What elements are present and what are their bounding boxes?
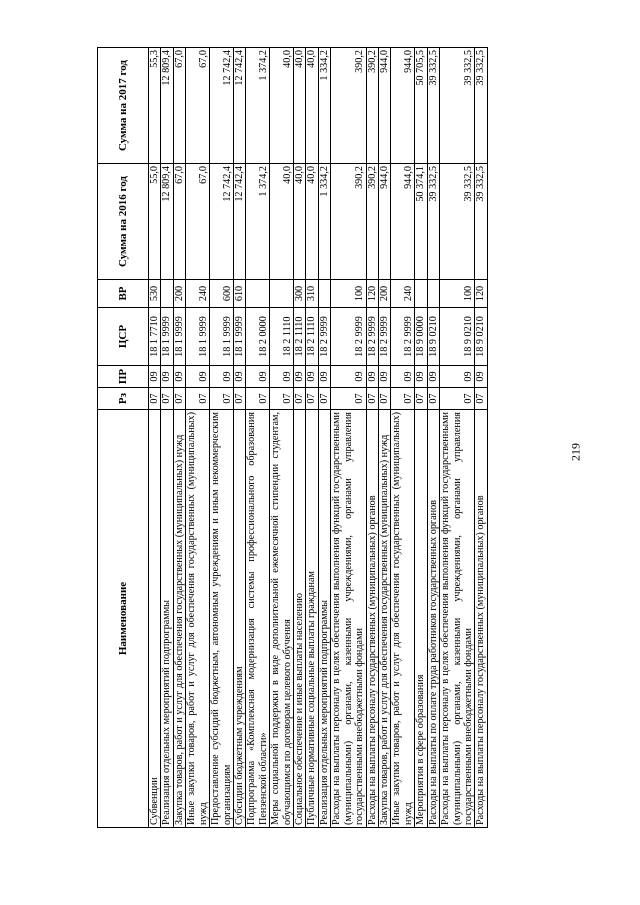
cell-name: Иные закупки товаров, работ и услуг для обеспечения государственных (муниципальных) нужд — [391, 410, 415, 828]
cell-csr: 18 2 1110 — [306, 308, 318, 366]
cell-name: Мероприятия в сфере образования — [415, 410, 427, 828]
table-row — [246, 48, 270, 828]
cell-sum-2017: 944,0 — [379, 48, 391, 164]
budget-table — [97, 47, 488, 828]
cell-csr: 18 9 0210 — [440, 308, 475, 366]
cell-csr: 18 2 1110 — [294, 308, 306, 366]
cell-rz: 07 — [186, 388, 210, 410]
cell-pr: 09 — [391, 366, 415, 388]
cell-sum-2017: 12 742,4 — [233, 48, 245, 164]
cell-name: Субсидии бюджетным учреждениям — [233, 410, 245, 828]
cell-vr: 100 — [440, 280, 475, 308]
cell-sum-2017: 39 332,5 — [475, 48, 487, 164]
cell-vr: 120 — [475, 280, 487, 308]
cell-name: Расходы на выплаты по оплате труда работников государственных органов — [427, 410, 439, 828]
cell-rz: 07 — [415, 388, 427, 410]
cell-sum-2016: 1 374,2 — [246, 164, 270, 280]
cell-vr — [427, 280, 439, 308]
cell-sum-2017: 1 374,2 — [246, 48, 270, 164]
table-row — [427, 48, 439, 828]
cell-csr: 18 1 9999 — [161, 308, 173, 366]
cell-sum-2017: 1 334,2 — [318, 48, 330, 164]
cell-vr: 610 — [233, 280, 245, 308]
cell-sum-2017: 50 705,5 — [415, 48, 427, 164]
cell-pr: 09 — [475, 366, 487, 388]
cell-name: Расходы на выплаты персоналу в целях обеспечения выполнения функций государственными (муниципальными) органами, казенными учреждениями, органами управления государственными внебюджетными фондами — [440, 410, 475, 828]
cell-pr: 09 — [210, 366, 234, 388]
cell-name: Предоставление субсидий бюджетным, автономным учреждениям и иным некоммерческим организациям — [210, 410, 234, 828]
cell-rz: 07 — [379, 388, 391, 410]
cell-sum-2017: 40,0 — [294, 48, 306, 164]
cell-name: Иные закупки товаров, работ и услуг для обеспечения государственных (муниципальных) нужд — [186, 410, 210, 828]
cell-pr: 09 — [379, 366, 391, 388]
cell-csr: 18 1 7710 — [149, 308, 161, 366]
cell-sum-2017: 12 742,4 — [210, 48, 234, 164]
cell-sum-2016: 390,2 — [331, 164, 366, 280]
cell-sum-2017: 390,2 — [331, 48, 366, 164]
cell-name: Реализация отдельных мероприятий подпрограммы — [161, 410, 173, 828]
cell-sum-2016: 39 332,5 — [475, 164, 487, 280]
cell-rz: 07 — [440, 388, 475, 410]
cell-sum-2016: 55,0 — [149, 164, 161, 280]
cell-sum-2017: 67,0 — [186, 48, 210, 164]
cell-sum-2016: 40,0 — [294, 164, 306, 280]
table-row — [161, 48, 173, 828]
cell-csr: 18 2 9999 — [379, 308, 391, 366]
cell-sum-2017: 40,0 — [270, 48, 294, 164]
cell-name: Расходы на выплаты персоналу государственных (муниципальных) органов — [366, 410, 378, 828]
cell-name: Закупка товаров, работ и услуг для обеспечения государственных (муниципальных) нужд — [173, 410, 185, 828]
cell-rz: 07 — [270, 388, 294, 410]
cell-pr: 09 — [366, 366, 378, 388]
cell-sum-2017: 39 332,5 — [427, 48, 439, 164]
cell-rz: 07 — [233, 388, 245, 410]
cell-pr: 09 — [294, 366, 306, 388]
cell-csr: 18 9 0000 — [415, 308, 427, 366]
cell-csr: 18 1 9999 — [233, 308, 245, 366]
header-name: Наименование — [98, 410, 149, 828]
cell-sum-2016: 40,0 — [270, 164, 294, 280]
cell-vr: 200 — [379, 280, 391, 308]
cell-csr: 18 2 9999 — [366, 308, 378, 366]
cell-vr: 530 — [149, 280, 161, 308]
cell-pr: 09 — [270, 366, 294, 388]
table-row — [233, 48, 245, 828]
cell-sum-2017: 67,0 — [173, 48, 185, 164]
table-row — [440, 48, 475, 828]
cell-sum-2017: 55,3 — [149, 48, 161, 164]
cell-vr: 240 — [391, 280, 415, 308]
table-header — [98, 48, 149, 828]
cell-rz: 07 — [173, 388, 185, 410]
cell-sum-2016: 67,0 — [186, 164, 210, 280]
table-row — [415, 48, 427, 828]
cell-pr: 09 — [331, 366, 366, 388]
table-row — [173, 48, 185, 828]
cell-sum-2016: 1 334,2 — [318, 164, 330, 280]
table-row — [210, 48, 234, 828]
cell-name: Расходы на выплаты персоналу государственных (муниципальных) органов — [475, 410, 487, 828]
cell-sum-2016: 944,0 — [379, 164, 391, 280]
table-row — [366, 48, 378, 828]
cell-pr: 09 — [173, 366, 185, 388]
cell-csr: 18 2 9999 — [391, 308, 415, 366]
cell-rz: 07 — [246, 388, 270, 410]
cell-pr: 09 — [149, 366, 161, 388]
cell-name: Социальное обеспечение и иные выплаты населению — [294, 410, 306, 828]
cell-sum-2017: 12 809,4 — [161, 48, 173, 164]
cell-csr: 18 2 0000 — [246, 308, 270, 366]
cell-vr — [318, 280, 330, 308]
cell-rz: 07 — [161, 388, 173, 410]
cell-sum-2016: 39 332,5 — [427, 164, 439, 280]
cell-name: Меры социальной поддержки в виде дополнительной ежемесячной стипендии студентам, обучающимся по договорам целевого обучения — [270, 410, 294, 828]
cell-csr: 18 9 0210 — [427, 308, 439, 366]
cell-pr: 09 — [161, 366, 173, 388]
cell-sum-2016: 50 374,1 — [415, 164, 427, 280]
cell-vr — [415, 280, 427, 308]
cell-sum-2016: 67,0 — [173, 164, 185, 280]
cell-name: Публичные нормативные социальные выплаты гражданам — [306, 410, 318, 828]
cell-vr — [270, 280, 294, 308]
cell-pr: 09 — [415, 366, 427, 388]
table-body — [149, 48, 488, 828]
cell-vr: 300 — [294, 280, 306, 308]
cell-sum-2017: 39 332,5 — [440, 48, 475, 164]
cell-vr: 200 — [173, 280, 185, 308]
table-row — [306, 48, 318, 828]
cell-pr: 09 — [186, 366, 210, 388]
cell-csr: 18 9 0210 — [475, 308, 487, 366]
cell-sum-2016: 12 742,4 — [233, 164, 245, 280]
cell-sum-2017: 40,0 — [306, 48, 318, 164]
cell-vr — [246, 280, 270, 308]
table-row — [475, 48, 487, 828]
cell-vr: 120 — [366, 280, 378, 308]
cell-rz: 07 — [366, 388, 378, 410]
cell-sum-2016: 12 742,4 — [210, 164, 234, 280]
cell-csr: 18 2 9999 — [318, 308, 330, 366]
header-sum-2016: Сумма на 2016 год — [98, 164, 149, 280]
table-row — [391, 48, 415, 828]
cell-rz: 07 — [331, 388, 366, 410]
table-row — [331, 48, 366, 828]
cell-csr: 18 1 9999 — [186, 308, 210, 366]
cell-rz: 07 — [427, 388, 439, 410]
cell-sum-2016: 40,0 — [306, 164, 318, 280]
table-row — [379, 48, 391, 828]
cell-name: Расходы на выплаты персоналу в целях обеспечения выполнения функций государственными (муниципальными) органами, казенными учреждениями, органами управления государственными внебюджетными фондами — [331, 410, 366, 828]
cell-sum-2016: 39 332,5 — [440, 164, 475, 280]
cell-rz: 07 — [318, 388, 330, 410]
header-vr: ВР — [98, 280, 149, 308]
page-number-text: 219 — [568, 443, 583, 461]
table-row — [270, 48, 294, 828]
header-csr: ЦСР — [98, 308, 149, 366]
cell-sum-2017: 390,2 — [366, 48, 378, 164]
cell-name: Субвенции — [149, 410, 161, 828]
cell-rz: 07 — [210, 388, 234, 410]
cell-rz: 07 — [149, 388, 161, 410]
cell-vr: 240 — [186, 280, 210, 308]
header-sum-2017: Сумма на 2017 год — [98, 48, 149, 164]
cell-csr: 18 2 9999 — [331, 308, 366, 366]
cell-pr: 09 — [233, 366, 245, 388]
cell-name: Подпрограмма «Комплексная модернизация системы профессионального образования Пензенской области» — [246, 410, 270, 828]
cell-pr: 09 — [440, 366, 475, 388]
cell-name: Реализация отдельных мероприятий подпрограммы — [318, 410, 330, 828]
cell-vr — [161, 280, 173, 308]
cell-sum-2016: 944,0 — [391, 164, 415, 280]
table-row — [186, 48, 210, 828]
cell-vr: 600 — [210, 280, 234, 308]
cell-sum-2017: 944,0 — [391, 48, 415, 164]
cell-pr: 09 — [306, 366, 318, 388]
cell-sum-2016: 12 809,4 — [161, 164, 173, 280]
cell-pr: 09 — [318, 366, 330, 388]
table-row — [149, 48, 161, 828]
cell-csr: 18 2 1110 — [270, 308, 294, 366]
cell-sum-2016: 390,2 — [366, 164, 378, 280]
table-row — [294, 48, 306, 828]
cell-rz: 07 — [294, 388, 306, 410]
rotated-page-content — [97, 48, 547, 828]
cell-vr: 310 — [306, 280, 318, 308]
table-row — [318, 48, 330, 828]
cell-rz: 07 — [475, 388, 487, 410]
header-pr: ПР — [98, 366, 149, 388]
cell-rz: 07 — [306, 388, 318, 410]
cell-name: Закупка товаров, работ и услуг для обеспечения государственных (муниципальных) нужд — [379, 410, 391, 828]
cell-rz: 07 — [391, 388, 415, 410]
header-rz: Рз — [98, 388, 149, 410]
cell-vr: 100 — [331, 280, 366, 308]
cell-pr: 09 — [427, 366, 439, 388]
cell-pr: 09 — [246, 366, 270, 388]
cell-csr: 18 1 9999 — [173, 308, 185, 366]
cell-csr: 18 1 9999 — [210, 308, 234, 366]
